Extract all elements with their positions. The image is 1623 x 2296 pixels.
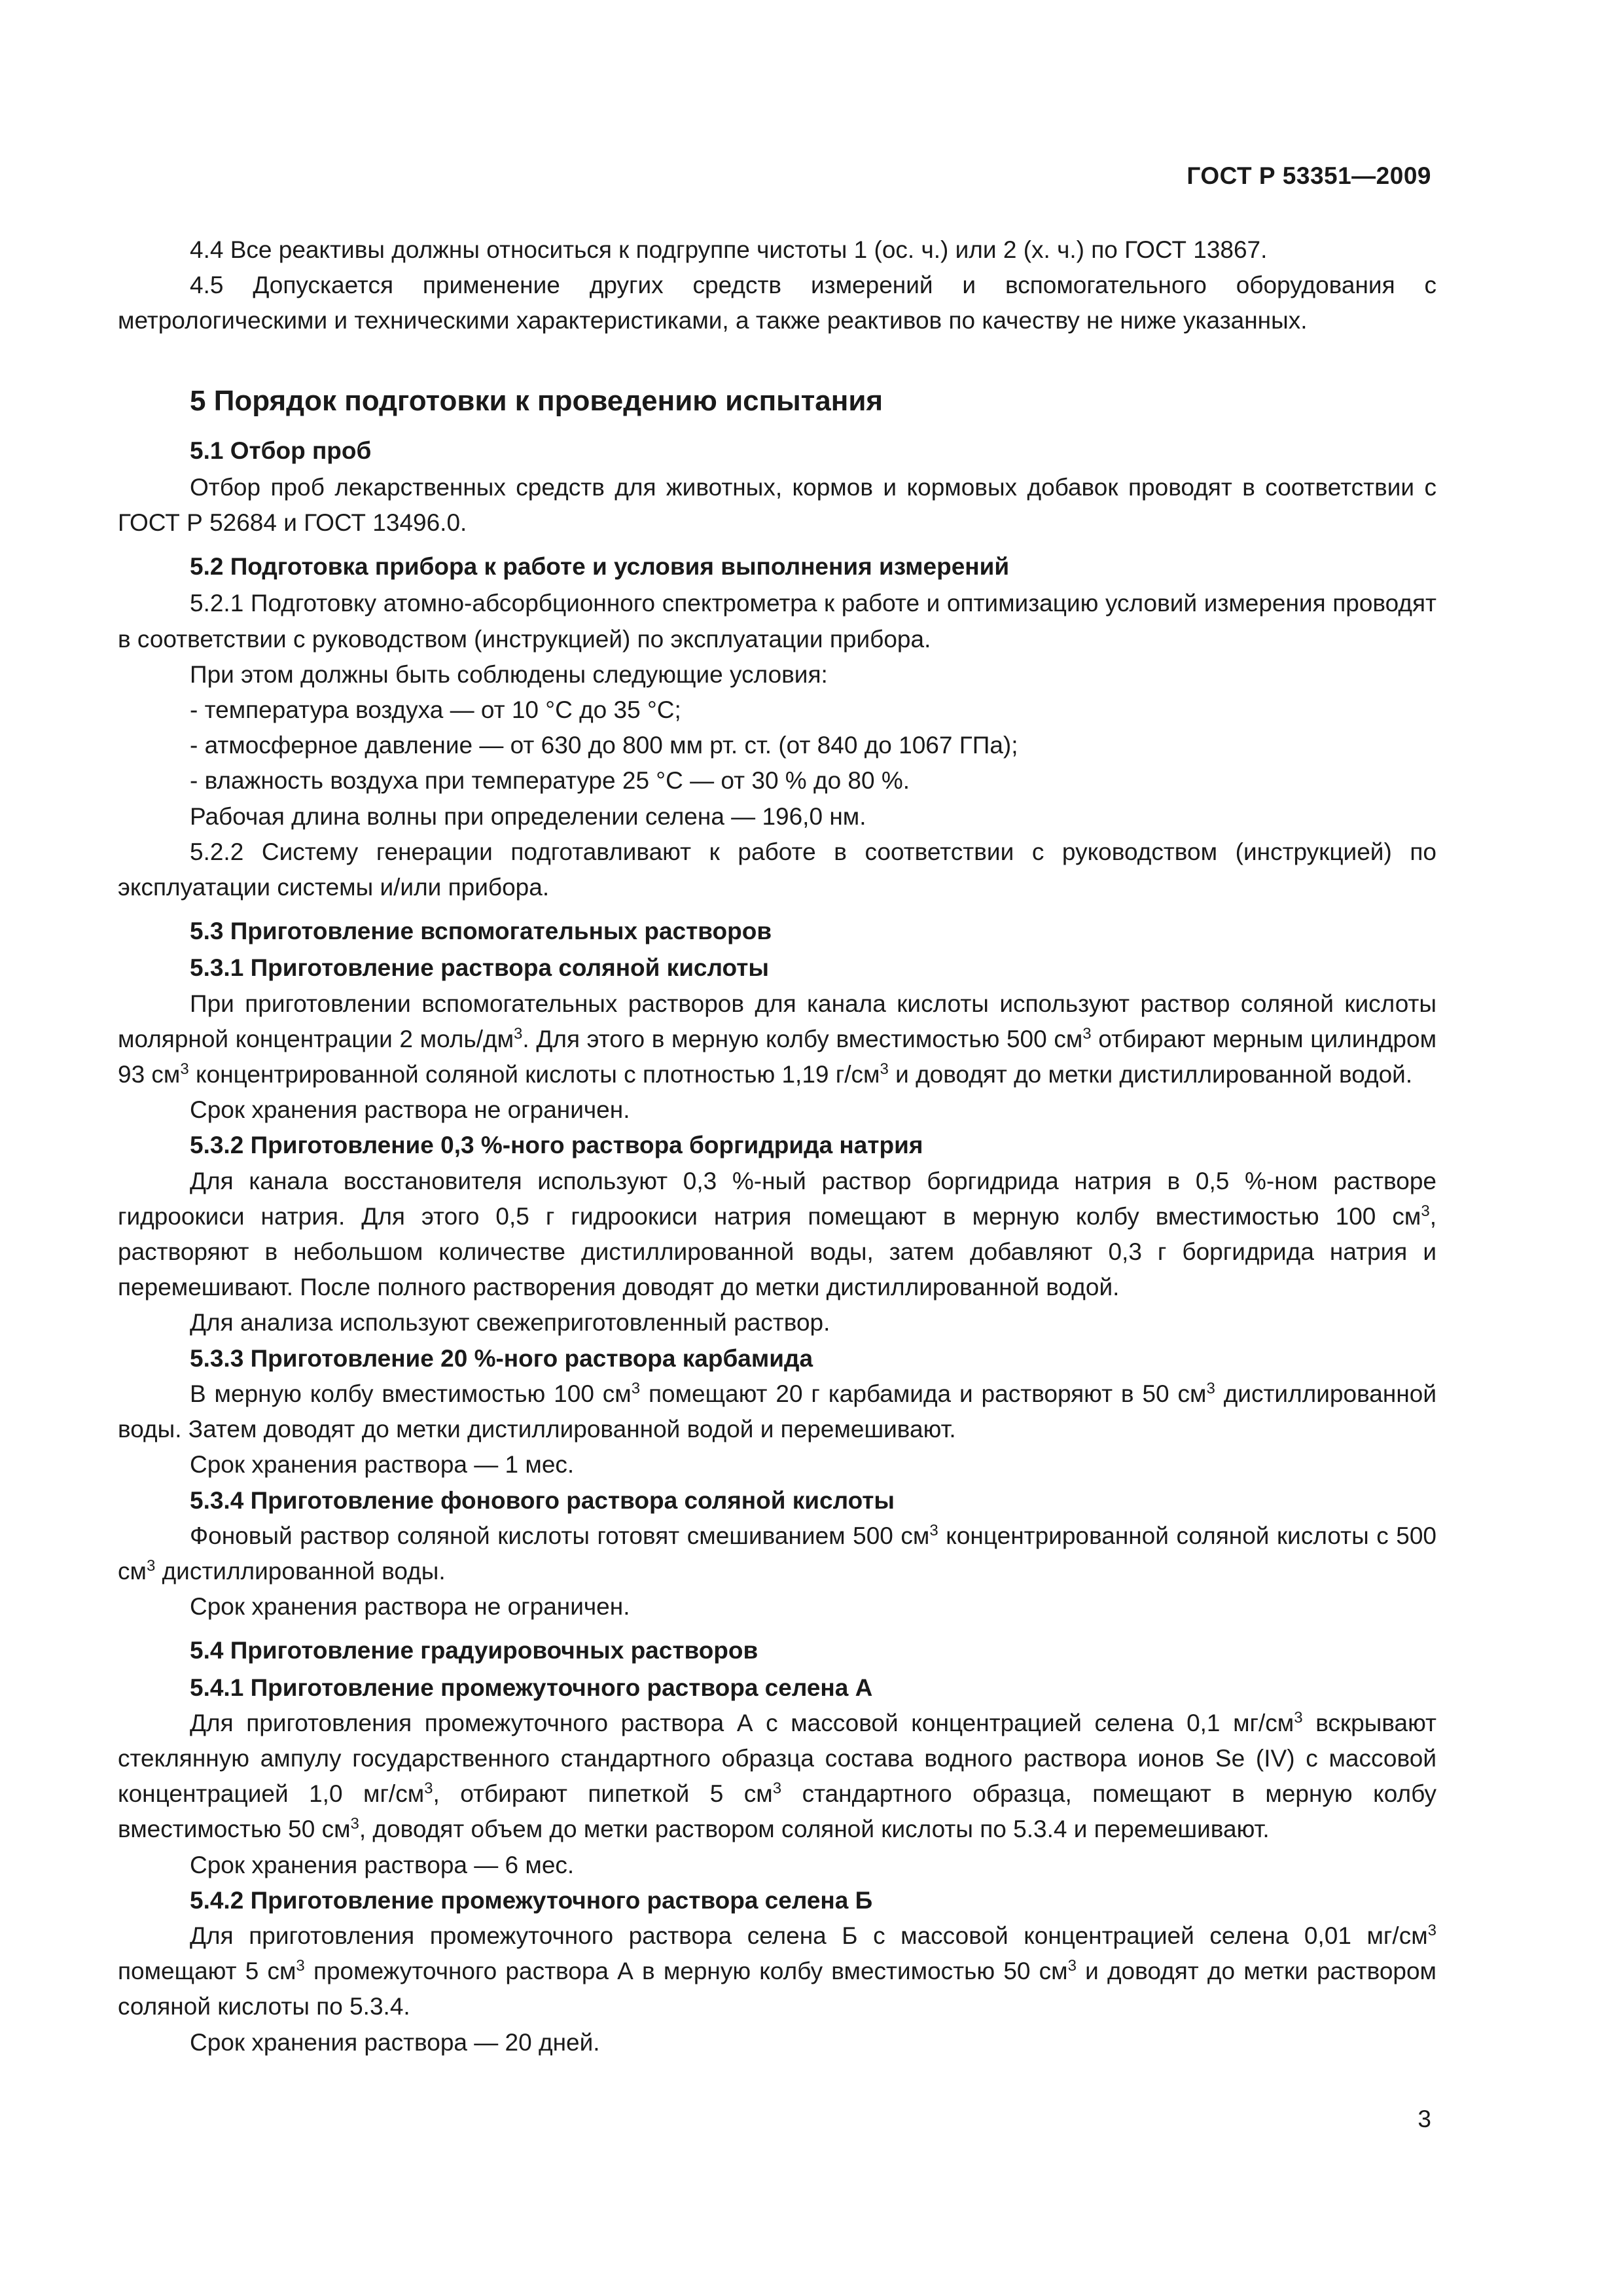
paragraph-5-2-2: 5.2.2 Систему генерации подготавливают к работе в соответствии с руководством (инструкцией) по эксплуатации системы и/или прибора. <box>118 838 1436 901</box>
paragraph-5-3-2: Для канала восстановителя используют 0,3 %-ный раствор боргидрида натрия в 0,5 %-ном растворе гидроокиси натрия. Для этого 0,5 г гидроокиси натрия помещают в мерную колбу вместимостью 100 $см^3$, растворяют в небольшом количестве дистиллированной воды, затем добавляют 0,3 г боргидрида натрия и перемешивают. После полного растворения доводят до метки дистиллированной водой. <box>118 1167 1436 1301</box>
paragraph-4-4: 4.4 Все реактивы должны относиться к подгруппе чистоты 1 (ос. ч.) или 2 (х. ч.) по ГОСТ 13867. <box>190 236 1268 263</box>
storage-text: Срок хранения раствора — 1 мес. <box>190 1451 575 1479</box>
condition-item: - влажность воздуха при температуре 25 °С — от 30 % до 80 %. <box>190 767 910 795</box>
section-5-3-2-heading: 5.3.2 Приготовление 0,3 %-ного раствора боргидрида натрия <box>190 1132 923 1159</box>
section-5-4-1-heading: 5.4.1 Приготовление промежуточного раствора селена А <box>190 1674 873 1701</box>
section-5-4-heading: 5.4 Приготовление градуировочных растворов <box>190 1637 758 1664</box>
fresh-solution-text: Для анализа используют свежеприготовленный раствор. <box>190 1309 830 1336</box>
section-5-3-1-heading: 5.3.1 Приготовление раствора соляной кислоты <box>190 954 769 982</box>
document-header: ГОСТ Р 53351—2009 <box>1186 162 1431 189</box>
conditions-intro: При этом должны быть соблюдены следующие условия: <box>190 660 828 688</box>
condition-item: - температура воздуха — от 10 °С до 35 °С; <box>190 696 681 724</box>
section-5-heading: 5 Порядок подготовки к проведению испытания <box>190 384 883 417</box>
wavelength-text: Рабочая длина волны при определении селена — 196,0 нм. <box>190 802 866 830</box>
section-5-2-heading: 5.2 Подготовка прибора к работе и условия выполнения измерений <box>190 553 1010 581</box>
paragraph-5-4-1: Для приготовления промежуточного раствора А с массовой концентрацией селена 0,1 $мг/см^3$ вскрывают стеклянную ампулу государственного стандартного образца состава водного раствора ионов Se (IV) с массовой концентрацией 1,0 $мг/см^3$, отбирают пипеткой 5 $см^3$ стандартного образца, помещают в мерную колбу вместимостью 50 $см^3$, доводят объем до метки раствором соляной кислоты по 5.3.4 и перемешивают. <box>118 1708 1436 1843</box>
paragraph-5-3-3: В мерную колбу вместимостью 100 $см^3$ помещают 20 г карбамида и растворяют в 50 $см^3$ дистиллированной воды. Затем доводят до метки дистиллированной водой и перемешивают. <box>118 1379 1436 1443</box>
paragraph-5-4-2: Для приготовления промежуточного раствора селена Б с массовой концентрацией селена 0,01 $мг/см^3$ помещают 5 $см^3$ промежуточного раствора А в мерную колбу вместимостью 50 $см^3$ и доводят до метки раствором соляной кислоты по 5.3.4. <box>118 1921 1436 2020</box>
section-5-4-2-heading: 5.4.2 Приготовление промежуточного раствора селена Б <box>190 1886 873 1914</box>
document-body <box>118 232 1436 2060</box>
page-number: 3 <box>1418 2106 1431 2132</box>
paragraph-5-2-1: 5.2.1 Подготовку атомно-абсорбционного спектрометра к работе и оптимизацию условий измерения проводят в соответствии с руководством (инструкцией) по эксплуатации прибора. <box>118 590 1436 653</box>
paragraph-4-5: 4.5 Допускается применение других средств измерений и вспомогательного оборудования с метрологическими и техническими характеристиками, а также реактивов по качеству не ниже указанных. <box>118 272 1436 334</box>
condition-item: - атмосферное давление — от 630 до 800 мм рт. ст. (от 840 до 1067 ГПа); <box>190 732 1018 759</box>
storage-text: Срок хранения раствора — 6 мес. <box>190 1851 575 1878</box>
section-5-3-heading: 5.3 Приготовление вспомогательных растворов <box>190 918 772 945</box>
paragraph-5-1: Отбор проб лекарственных средств для животных, кормов и кормовых добавок проводят в соответствии с ГОСТ Р 52684 и ГОСТ 13496.0. <box>118 473 1436 537</box>
storage-text: Срок хранения раствора не ограничен. <box>190 1096 630 1124</box>
section-5-3-4-heading: 5.3.4 Приготовление фонового раствора соляной кислоты <box>190 1486 895 1514</box>
paragraph-5-3-4: Фоновый раствор соляной кислоты готовят смешиванием 500 $см^3$ концентрированной соляной кислоты с 500 $см^3$ дистиллированной воды. <box>118 1521 1436 1585</box>
paragraph-5-3-1: При приготовлении вспомогательных растворов для канала кислоты используют раствор соляной кислоты молярной концентрации 2 моль/$дм^3$. Для этого в мерную колбу вместимостью 500 $см^3$ отбирают мерным цилиндром 93 $см^3$ концентрированной соляной кислоты с плотностью 1,19 $г/см^3$ и доводят до метки дистиллированной водой. <box>118 990 1437 1088</box>
section-5-3-3-heading: 5.3.3 Приготовление 20 %-ного раствора карбамида <box>190 1344 813 1372</box>
storage-text: Срок хранения раствора не ограничен. <box>190 1593 630 1621</box>
section-5-1-heading: 5.1 Отбор проб <box>190 437 372 464</box>
storage-text: Срок хранения раствора — 20 дней. <box>190 2028 600 2056</box>
